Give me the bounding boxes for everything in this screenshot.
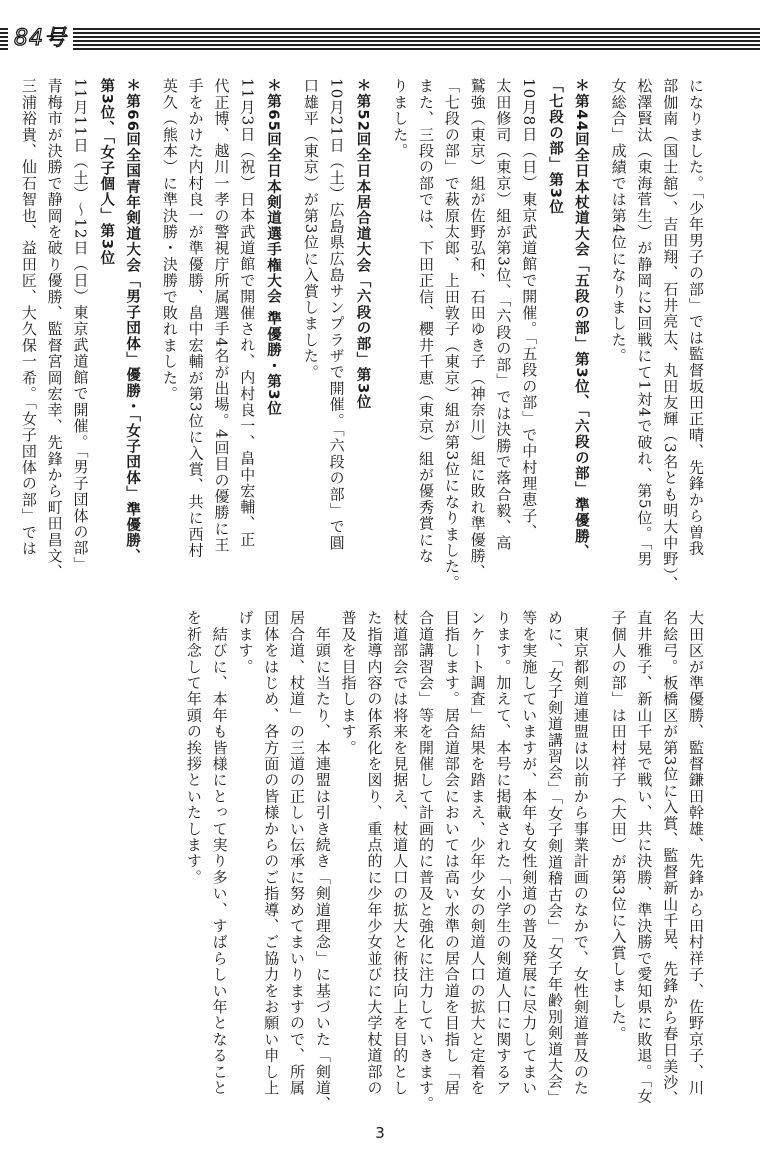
- upper-spacer: [374, 78, 386, 560]
- lower-text-line: 普及を目指します。: [339, 610, 358, 756]
- lower-text-line: 杖道部会では将来を見据え、杖道人口の拡大と術技向上を目的とし: [391, 610, 410, 1096]
- upper-text-line: 手をかけた内村良一が準優勝、畠中宏輔が第3位に入賞、共に西村: [186, 78, 205, 559]
- upper-text-line: 11月3日（祝）日本武道館で開催され、内村良一、畠中宏輔、正: [238, 78, 257, 548]
- issue-label-box: [8, 28, 73, 50]
- lower-text-line: 合道講習会」等を開催して計画的に普及と強化に注力していきます。: [417, 610, 436, 1113]
- lower-text-line: 居合道、杖道」の三道の正しい伝承に努めてまいりますので、所属: [288, 610, 307, 1096]
- lower-text-line: げます。: [236, 610, 255, 675]
- upper-spacer: [593, 78, 605, 560]
- lower-text-line: 結びに、本年も皆様にとって実り多い、すばらしい年となること: [210, 610, 229, 1096]
- lower-text-line: た指導内容の体系化を図り、重点的に少年少女並びに大学杖道部の: [365, 610, 384, 1096]
- upper-text-line: 口雄平（東京）が第3位に入賞しました。: [301, 78, 320, 381]
- upper-text-line: また、三段の部では、下田正信、櫻井千恵（東京）組が優秀賞にな: [417, 78, 436, 564]
- upper-heading-line: ＊第52回全日本居合道大会「六段の部」第3位: [354, 78, 371, 411]
- upper-text-line: 11月11日（土）～12日（日）東京武道館で開催。「男子団体の部」: [71, 78, 90, 573]
- lower-text-line: めに、「女子剣道講習会」「女子剣道稽古会」「女子年齢別剣道大会」: [546, 610, 565, 1106]
- upper-text-line: 10月21日（土）広島県広島サンプラザで開催。「六段の部」で圓: [327, 78, 346, 551]
- upper-text-line: 「七段の部」で萩原太郎、上田敦子（東京）組が第3位になりました。: [442, 78, 461, 591]
- upper-heading-line: ＊第65回全日本剣道選手権大会 準優勝・第3位: [265, 78, 282, 417]
- issue-number: 84号: [14, 26, 67, 51]
- upper-text-line: 太田修司（東京）組が第3位、「六段の部」では決勝で落合毅、高: [494, 78, 513, 552]
- upper-spacer: [285, 78, 297, 560]
- lower-text-line: ります。加えて、本号に掲載された「小学生の剣道人口に関するア: [494, 610, 513, 1096]
- upper-text-line: 女総合」成績では第4位になりました。: [609, 78, 628, 365]
- lower-text-line: 直井雅子、新山千晃で戦い、共に決勝、準決勝で愛知県に敗退。「女: [635, 610, 654, 1105]
- issue-header-band: [0, 28, 760, 50]
- upper-text-line: 英久（熊本）に準決勝・決勝で敗れました。: [160, 78, 179, 402]
- lower-text-line: を祈念して年頭の挨拶といたします。: [184, 610, 203, 886]
- lower-text-line: 大田区が準優勝、監督鎌田幹雄、先鋒から田村祥子、佐野京子、川: [687, 610, 705, 1096]
- upper-text-line: になりました。「少年男子の部」では監督坂田正晴、先鋒から曽我: [687, 78, 705, 557]
- upper-text-line: 鷲強（東京）組が佐野弘和、石田ゆき子（神奈川）組に敗れ準優勝、: [468, 78, 487, 581]
- lower-text-line: 等を実施していますが、本年も女性剣道の普及発展に尽力してまい: [520, 610, 539, 1096]
- upper-spacer: [144, 78, 156, 560]
- upper-text-line: りました。: [391, 78, 410, 159]
- lower-text-line: 団体をはじめ、各方面の皆様からのご指導、ご協力をお願い申し上: [262, 610, 281, 1096]
- upper-text-line: 部伽南（国士舘）、吉田翔、石井亮太、丸田友輝（3名とも明大中野）、: [661, 78, 680, 593]
- upper-text-line: 代正博、越川一孝の警視庁所属選手4名が出場。4回目の優勝に王: [212, 78, 231, 554]
- upper-heading-line: 第3位、「女子個人」第3位: [98, 78, 115, 267]
- upper-heading-line: ＊第66回全国青年剣道大会「男子団体」優勝・「女子団体」準優勝、: [124, 78, 141, 565]
- upper-heading-line: 「七段の部」第3位: [547, 78, 564, 215]
- lower-text-block: [52, 610, 708, 1113]
- lower-spacer: [593, 610, 605, 1092]
- lower-text-line: ンケート調査」結果を踏まえ、少年少女の剣道人口の拡大と定着を: [468, 610, 487, 1096]
- lower-text-line: 名絵弓。板橋区が第3位に入賞、監督新山千晃、先鋒から春日美沙、: [661, 610, 680, 1107]
- upper-heading-line: ＊第44回全日本杖道大会「五段の部」第3位、「六段の部」準優勝、: [572, 78, 589, 560]
- lower-text-line: 子個人の部」は田村祥子（大田）が第3位に入賞しました。: [609, 610, 628, 1042]
- lower-text-line: 目指します。居合道部会においては高い水準の居合道を目指し「居: [442, 610, 461, 1096]
- lower-text-line: 東京都剣道連盟は以前から事業計画のなかで、女性剣道普及のた: [571, 610, 590, 1096]
- page-number: 3: [375, 1124, 385, 1142]
- upper-text-line: 10月8日（日）東京武道館で開催。「五段の部」で中村理恵子、: [520, 78, 539, 541]
- upper-text-line: 松澤賢汰（東海菅生）が静岡に2回戦にて1対4で破れ、第5位。「男: [635, 78, 654, 568]
- lower-text-line: 年頭に当たり、本連盟は引き続き「剣道理念」に基づいた「剣道、: [313, 610, 332, 1113]
- upper-text-line: 青梅市が決勝で静岡を破り優勝、監督宮岡宏幸、先鋒から町田昌文、: [45, 78, 64, 581]
- upper-text-block: [19, 78, 708, 593]
- upper-text-line: 三浦裕貴、仙石智也、益田匠、大久保一希。「女子団体の部」では: [19, 78, 38, 557]
